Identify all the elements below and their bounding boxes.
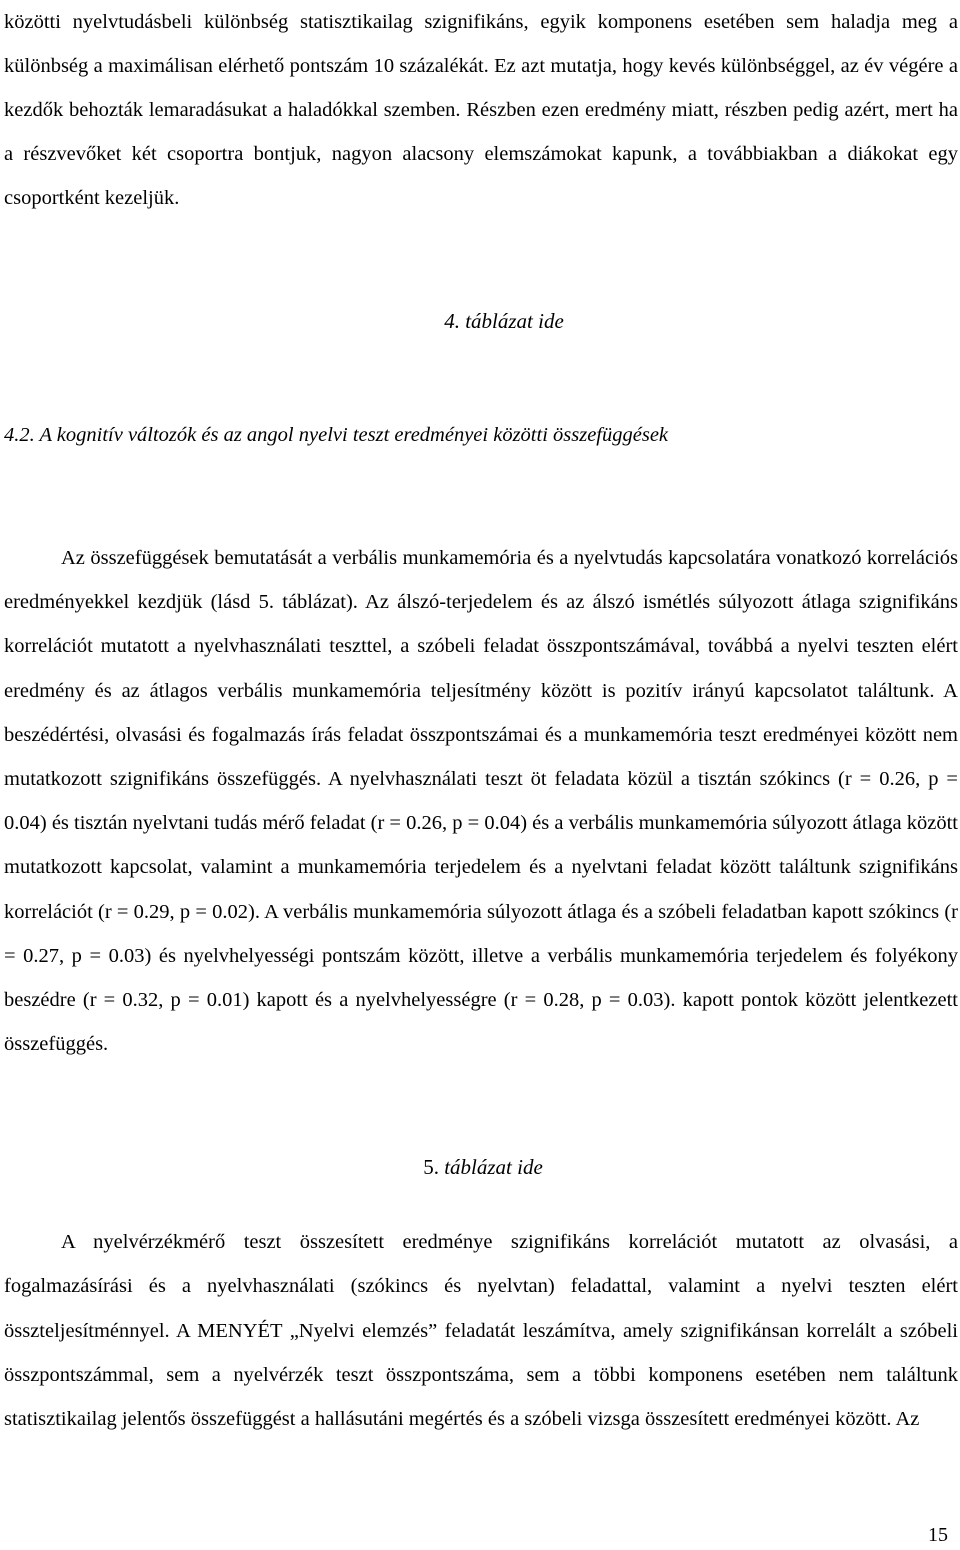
table-4-placeholder: 4. táblázat ide xyxy=(444,309,564,333)
table-5-placeholder xyxy=(3,1155,960,1180)
page-number: 15 xyxy=(928,1524,948,1546)
section-heading: 4.2. A kognitív változók és az angol nyelvi teszt eredményei közötti összefüggések xyxy=(4,424,669,446)
table-5-text: táblázat ide xyxy=(444,1155,543,1179)
body-paragraph-2: Az összefüggések bemutatását a verbális munkamemória és a nyelvtudás kapcsolatára vonatkozó korrelációs eredményekkel kezdjük (lásd 5. táblázat). Az álszó-terjedelem és az álszó ismétlés súlyozott átlaga szignifikáns korrelációt mutatott a nyelvhasználati teszttel, a szóbeli feladat összpontszámával, továbbá a nyelvi teszten elért eredmény és az átlagos verbális munkamemória teljesítmény között is pozitív irányú kapcsolatot találtunk. A beszédértési, olvasási és fogalmazás írás feladat összpontszámai és a munkamemória teszt eredményei között nem mutatkozott szignifikáns összefüggés. A nyelvhasználati teszt öt feladata közül a tisztán szókincs (r = 0.26, p = 0.04) és tisztán nyelvtani tudás mérő feladat (r = 0.26, p = 0.04) és a verbális munkamemória súlyozott átlaga között mutatkozott kapcsolat, valamint a munkamemória terjedelem és a nyelvtani feladat között találtunk szignifikáns korrelációt (r = 0.29, p = 0.02). A verbális munkamemória súlyozott átlaga és a szóbeli feladatban kapott szókincs (r = 0.27, p = 0.03) és nyelvhelyességi pontszám között, illetve a verbális munkamemória terjedelem és folyékony beszédre (r = 0.32, p = 0.01) kapott és a nyelvhelyességre (r = 0.28, p = 0.03). kapott pontok között jelentkezett összefüggés. xyxy=(4,547,958,1056)
body-paragraph-3: A nyelvérzékmérő teszt összesített eredménye szignifikáns korrelációt mutatott az olvasási, a fogalmazásírási és a nyelvhasználati (szókincs és nyelvtan) feladattal, valamint a nyelvi teszten elért összteljesítménnyel. A MENYÉT „Nyelvi elemzés” feladatát leszámítva, amely szignifikánsan korrelált a szóbeli összpontszámmal, sem a nyelvérzék teszt összpontszáma, sem a többi komponens esetében nem találtunk statisztikailag jelentős összefüggést a hallásutáni megértés és a szóbeli vizsga összesített eredményei között. Az xyxy=(4,1231,958,1431)
body-paragraph-1: közötti nyelvtudásbeli különbség statisztikailag szignifikáns, egyik komponens esetében sem haladja meg a különbség a maximálisan elérhető pontszám 10 százalékát. Ez azt mutatja, hogy kevés különbséggel, az év végére a kezdők behozták lemaradásukat a haladókkal szemben. Részben ezen eredmény miatt, részben pedig azért, mert ha a részvevőket két csoportra bontjuk, nagyon alacsony elemszámokat kapunk, a továbbiakban a diákokat egy csoportként kezeljük. xyxy=(4,11,958,209)
table-5-number: 5. xyxy=(423,1155,439,1179)
